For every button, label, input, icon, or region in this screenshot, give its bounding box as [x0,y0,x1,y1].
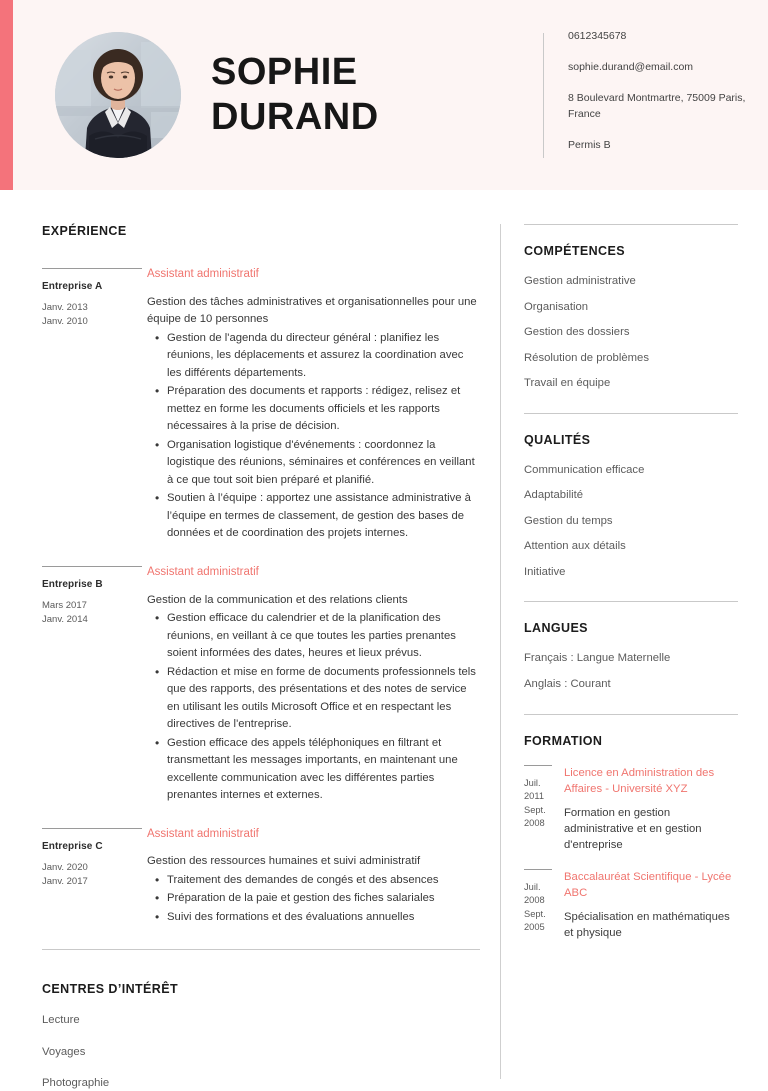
qualities-section [524,413,738,580]
job-bullet: • Suivi des formations et des évaluations annuelles [147,909,480,927]
experience-section-header [42,224,480,238]
job-bullet: • Soutien à l’équipe : apportez une assistance administrative à l’équipe en termes de classement, de gestion des bases de données et de coordination des projets internes. [147,490,480,543]
education-detail [564,869,738,941]
date-end: Mars 2017 [42,599,87,611]
profile-photo-icon [55,32,181,158]
entry-rule [524,765,552,766]
experience-meta [42,268,147,544]
resume-header [0,0,768,190]
experience-detail [147,566,480,806]
company-name: Entreprise C [42,840,103,852]
resume-body [0,190,768,1091]
date-start-year: 2008 [524,817,545,828]
contact-email[interactable]: sophie.durand@email.com [568,61,694,74]
experience-meta [42,566,147,806]
experience-entry [42,268,480,544]
date-end: Janv. 2020 [42,861,88,873]
skills-section [524,224,738,391]
date-start-year: 2005 [524,922,545,933]
job-bullet: • Gestion de l'agenda du directeur général : planifiez les réunions, les déplacements et assurez la coordination avec les différents départements. [147,330,480,383]
language-item: Anglais : Courant [524,678,611,691]
quality-item: Gestion du temps [524,514,613,527]
contact-phone: 0612345678 [568,29,627,42]
interest-item: Photographie [42,1077,110,1090]
languages-title: LANGUES [524,621,588,636]
skill-item: Organisation [524,300,589,313]
experience-detail [147,268,480,544]
company-name: Entreprise B [42,578,103,590]
date-start: Janv. 2010 [42,316,88,328]
degree-description: Formation en gestion administrative et en gestion d'entreprise [564,806,702,851]
job-bullet: • Gestion efficace du calendrier et de la planification des réunions, en veillant à ce que toutes les parties prenantes soient informées des dates, heures et lieux prévus. [147,610,480,663]
job-bullet-list [147,610,480,805]
degree-title: Baccalauréat Scientifique - Lycée ABC [564,870,732,899]
education-meta [524,765,564,853]
sidebar-column [501,224,768,1091]
quality-item: Adaptabilité [524,489,584,502]
date-start: Janv. 2017 [42,875,88,887]
education-meta [524,869,564,941]
interests-rule [42,949,480,950]
quality-item: Attention aux détails [524,540,626,553]
job-bullet-list [147,872,480,927]
interests-section [42,949,480,1091]
contact-address: 8 Boulevard Montmartre, 75009 Paris, France [568,92,746,120]
date-end-year: 2011 [524,791,544,802]
entry-rule [42,828,142,829]
job-summary: Gestion des tâches administratives et organisationnelles pour une équipe de 10 personnes [147,295,477,326]
education-entry [524,765,738,853]
experience-detail [147,828,480,928]
full-name [211,50,543,140]
experience-meta [42,828,147,928]
job-bullet-list [147,330,480,543]
contact-license: Permis B [568,138,611,151]
job-bullet: • Rédaction et mise en forme de documents professionnels tels que des rapports, des présentations et des notes de service en utilisant les outils Microsoft Office et en respectant les directives de l'entreprise. [147,664,480,734]
job-bullet: • Préparation de la paie et gestion des fiches salariales [147,890,480,908]
skill-item: Gestion administrative [524,275,636,287]
date-end-year: 2008 [524,895,545,906]
last-name: DURAND [211,96,379,138]
interest-item: Voyages [42,1045,86,1058]
interest-item: Lecture [42,1014,80,1027]
job-bullet: • Organisation logistique d'événements : coordonnez la logistique des réunions, séminaires et conférences en veillant à ce que tout soit bien préparé et planifié. [147,437,480,490]
education-section [524,714,738,941]
languages-rule [524,601,738,602]
skill-item: Résolution de problèmes [524,351,649,364]
qualities-rule [524,413,738,414]
avatar [55,32,181,158]
contact-info [568,29,768,153]
skills-title: COMPÉTENCES [524,244,625,258]
entry-rule [524,869,552,870]
interests-title: CENTRES D’INTÉRÊT [42,982,178,997]
languages-section [524,601,738,691]
education-rule [524,714,738,715]
first-name: SOPHIE [211,51,358,94]
entry-rule [42,268,142,269]
quality-item: Initiative [524,565,566,578]
skills-rule [524,224,738,225]
job-bullet: • Gestion efficace des appels téléphoniques en filtrant et transmettant les messages importants, en maintenant une excellente communication avec les différentes parties prenantes internes et externes. [147,735,480,805]
job-summary: Gestion de la communication et des relations clients [147,593,408,606]
experience-title: EXPÉRIENCE [42,224,127,238]
date-end-month: Juil. [524,881,541,892]
qualities-title: QUALITÉS [524,432,591,447]
quality-item: Communication efficace [524,463,645,476]
degree-description: Spécialisation en mathématiques et physique [564,910,730,939]
education-entry [524,869,738,941]
education-detail [564,765,738,853]
job-title: Assistant administratif [147,565,259,578]
job-title: Assistant administratif [147,268,259,280]
experience-entry [42,828,480,928]
date-start-month: Sept. [524,804,546,815]
language-item: Français : Langue Maternelle [524,652,671,665]
degree-title: Licence en Administration des Affaires - Université XYZ [564,766,715,795]
main-column [0,224,500,1091]
accent-stripe [0,0,13,190]
date-end-month: Juil. [524,777,541,788]
header-divider [543,33,544,158]
job-bullet: • Préparation des documents et rapports : rédigez, relisez et mettez en forme les documents officiels et les rapports nécessaires à la prise de décision. [147,383,480,436]
date-start: Janv. 2014 [42,614,88,626]
date-start-month: Sept. [524,908,546,919]
job-title: Assistant administratif [147,827,259,840]
date-end: Janv. 2013 [42,302,88,313]
experience-entry [42,566,480,806]
entry-rule [42,566,142,567]
education-title: FORMATION [524,733,603,748]
job-bullet: • Traitement des demandes de congés et des absences [147,872,480,890]
job-summary: Gestion des ressources humaines et suivi administratif [147,855,421,868]
skill-item: Travail en équipe [524,377,611,390]
company-name: Entreprise A [42,281,103,292]
skill-item: Gestion des dossiers [524,326,630,339]
